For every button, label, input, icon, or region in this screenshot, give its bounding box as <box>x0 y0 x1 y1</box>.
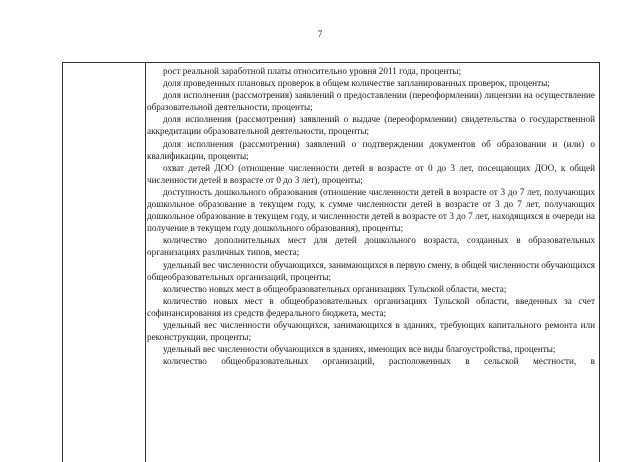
indicator-paragraph: доля проведенных плановых проверок в общем количестве запланированных проверок, проценты; <box>163 78 550 89</box>
indicator-paragraph: рост реальной заработной платы относительно уровня 2011 года, проценты; <box>163 66 462 76</box>
indicator-paragraph: доступность дошкольного образования (отношение численности детей в возрасте от 3 до 7 лет, получающих дошкольное образование в текущем году, к сумме численности детей в возрасте от 3 до 7 лет, получающих дошкольное образование в текущем году, и численности детей в возрасте от 3 до 7 лет, находящихся в очереди на получение в текущем году дошкольного образования), проценты; <box>147 186 595 234</box>
indicator-paragraph: количество новых мест в общеобразовательных организациях Тульской области, введенных за счет софинансирования из средств федерального бюджета, места; <box>147 295 595 318</box>
indicator-paragraph: удельный вес численности обучающихся, занимающихся в первую смену, в общей численности обучающихся общеобразовательных организаций, проценты; <box>147 259 595 282</box>
indicator-paragraph: количество новых мест в общеобразовательных организациях Тульской области, места; <box>163 283 507 294</box>
indicator-paragraph: количество общеобразовательных организаций, расположенных в сельской местности, в <box>163 356 595 367</box>
indicators-cell <box>147 65 595 367</box>
indicator-paragraph: доля исполнения (рассмотрения) заявлений о предоставлении (переоформлении) лицензии на осуществление образовательной деятельности, проценты; <box>147 90 595 113</box>
indicator-paragraph: доля исполнения (рассмотрения) заявлений о подтверждении документов об образовании и (или) о квалификации, проценты; <box>147 138 595 161</box>
indicator-paragraph: доля исполнения (рассмотрения) заявлений о выдаче (переоформлении) свидетельства о государственной аккредитации образовательной деятельности, проценты; <box>147 114 595 137</box>
indicator-paragraph: охват детей ДОО (отношение численности детей в возрасте от 0 до 3 лет, посещающих ДОО, к общей численности детей в возрасте от 0 до 3 лет), проценты; <box>147 162 595 185</box>
indicators-table <box>62 62 600 462</box>
indicator-paragraph: удельный вес численности обучающихся, занимающихся в зданиях, требующих капитального ремонта или реконструкции, проценты; <box>147 319 595 343</box>
indicator-paragraph: удельный вес численности обучающихся в зданиях, имеющих все виды благоустройства, проценты; <box>163 344 556 355</box>
indicator-paragraph: количество дополнительных мест для детей дошкольного возраста, созданных в образовательных организациях различных типов, места; <box>147 235 595 258</box>
page-number: 7 <box>317 29 323 39</box>
column-divider <box>145 63 146 462</box>
